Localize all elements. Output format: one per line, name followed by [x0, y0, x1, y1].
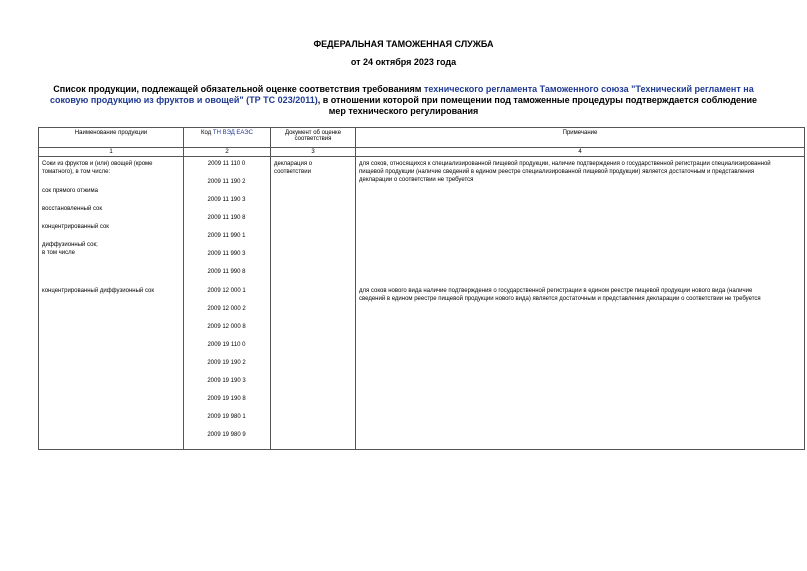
- regulation-link[interactable]: технического регламента Таможенного союза "Технический регламент на соковую продукцию из фруктов и овощей" (ТР ТС 023/2011): [49, 84, 754, 105]
- tnved-code: 2009 11 190 8: [207, 215, 246, 221]
- product-name: в том числе: [42, 250, 75, 256]
- tnved-code: 2009 19 110 0: [207, 342, 246, 348]
- tnved-code: 2009 11 990 8: [207, 269, 246, 275]
- header-document: Документ об оценке соответствия: [271, 128, 356, 148]
- tnved-code: 2009 19 190 3: [207, 378, 246, 384]
- tnved-code: 2009 19 190 2: [207, 360, 246, 366]
- table-header-row: [39, 128, 805, 148]
- products-table: [38, 127, 805, 450]
- document-date: от 24 октября 2023 года: [350, 57, 457, 67]
- table-row: [39, 157, 805, 450]
- tnved-code: 2009 19 980 9: [207, 432, 246, 438]
- product-names-cell: [39, 157, 184, 450]
- header-product-name: Наименование продукции: [39, 128, 184, 148]
- tnved-code: 2009 19 980 1: [207, 414, 246, 420]
- column-number: 3: [271, 148, 356, 157]
- product-name: концентрированный диффузионный сок: [42, 288, 154, 294]
- document-cell: [271, 157, 356, 450]
- tnved-code: 2009 11 990 1: [207, 233, 246, 239]
- product-name: концентрированный сок: [42, 224, 109, 230]
- tnved-code: 2009 19 190 8: [207, 396, 246, 402]
- codes-cell: [184, 157, 271, 450]
- tnved-code: 2009 11 190 2: [207, 179, 246, 185]
- tnved-code: 2009 12 000 2: [207, 306, 246, 312]
- tnved-code: 2009 11 990 3: [207, 251, 246, 257]
- tnved-code: 2009 11 110 0: [207, 161, 246, 167]
- header-code: [184, 128, 271, 148]
- tnved-link[interactable]: ТН ВЭД ЕАЭС: [212, 130, 253, 136]
- product-name: диффузионный сок;: [42, 242, 98, 248]
- note-text: для соков, относящихся к специализированной пищевой продукции, наличие подтверждения о государственной регистрации специализированной пищевой продукции (наличие сведений в едином реестре специализированной пищевой продукции) является достаточным и представления декларации о соответствии не требуется: [359, 161, 771, 183]
- note-text: для соков нового вида наличие подтверждения о государственной регистрации в едином реестре пищевой продукции нового вида (наличие сведений в едином реестре пищевой продукции нового вида) является достаточным и представления декларации о соответствии не требуется: [359, 288, 761, 302]
- product-name: сок прямого отжима: [42, 188, 98, 194]
- conformity-document: декларация о соответствии: [274, 161, 313, 175]
- header-note: Примечание: [356, 128, 805, 148]
- column-number: 1: [39, 148, 184, 157]
- tnved-code: 2009 12 000 8: [207, 324, 246, 330]
- tnved-code: 2009 11 190 3: [207, 197, 246, 203]
- document-title: [45, 84, 762, 117]
- tnved-code: 2009 12 000 1: [207, 288, 246, 294]
- header-code-prefix: Код: [201, 130, 213, 136]
- column-number: 2: [184, 148, 271, 157]
- title-text-start: Список продукции, подлежащей обязательной оценке соответствия требованиям: [53, 84, 424, 94]
- product-name: восстановленный сок: [42, 206, 102, 212]
- product-name: Соки из фруктов и (или) овощей (кроме томатного), в том числе:: [42, 161, 153, 175]
- column-numbers-row: [39, 148, 805, 157]
- column-number: 4: [356, 148, 805, 157]
- notes-cell: [356, 157, 805, 450]
- agency-name: ФЕДЕРАЛЬНАЯ ТАМОЖЕННАЯ СЛУЖБА: [313, 39, 494, 49]
- title-text-end: , в отношении которой при помещении под таможенные процедуры подтверждается соблюдение мер технического регулирования: [317, 95, 758, 116]
